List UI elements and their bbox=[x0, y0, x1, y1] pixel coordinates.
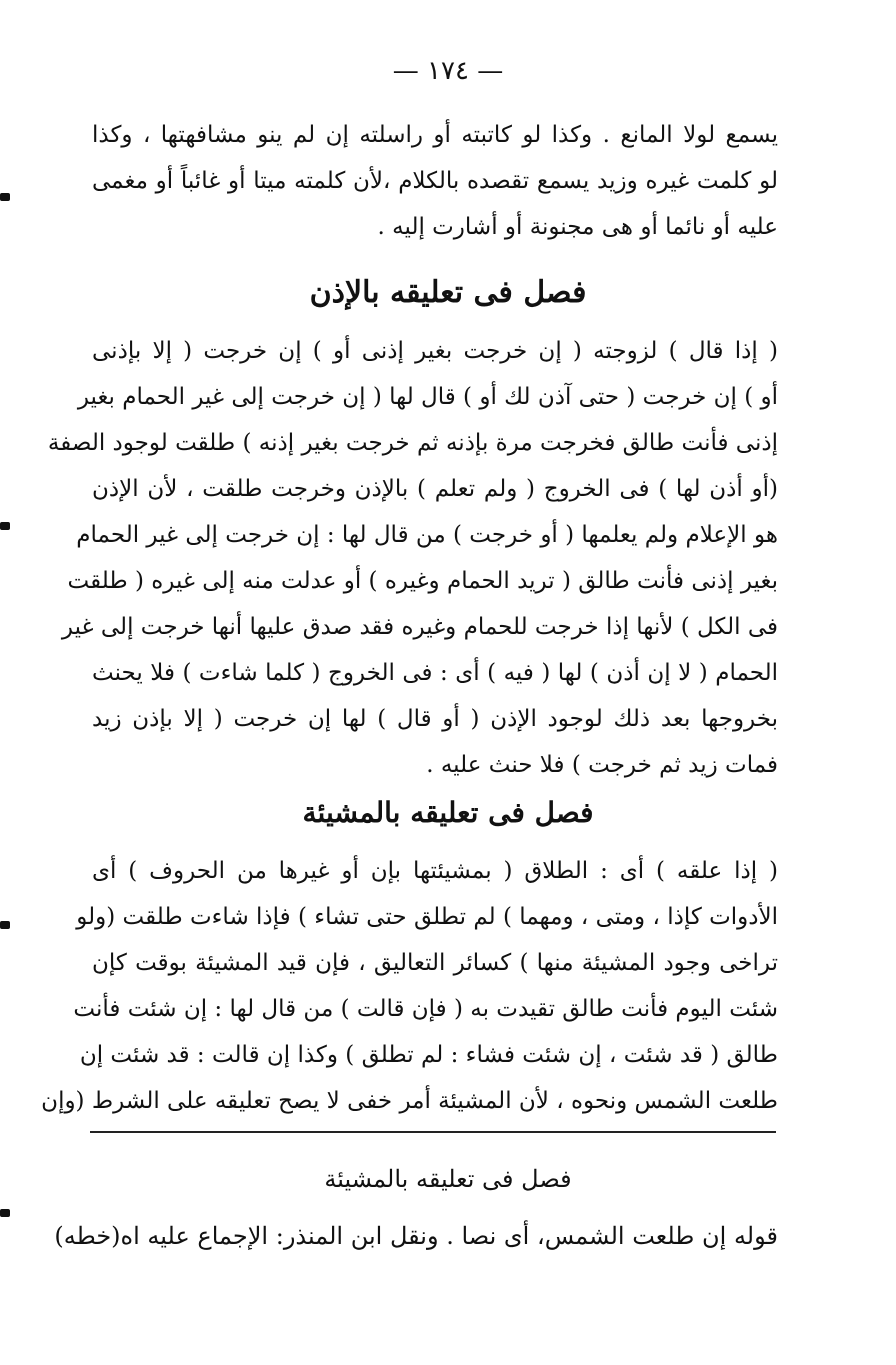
text-line: شئت اليوم فأنت طالق تقيدت به ( فإن قالت ) من قال لها : إن شئت فأنت bbox=[73, 996, 778, 1022]
text-line: لو كلمت غيره وزيد يسمع تقصده بالكلام ،لأن كلمته ميتا أو غائباً أو مغمى bbox=[92, 168, 778, 194]
text-line: فى الكل ) لأنها إذا خرجت للحمام وغيره فقد صدق عليها أنها خرجت إلى غير bbox=[61, 614, 778, 640]
text-line: بخروجها بعد ذلك لوجود الإذن ( أو قال ) لها إن خرجت ( إلا بإذن زيد bbox=[92, 706, 778, 732]
section-heading-permission: فصل فى تعليقه بالإذن bbox=[309, 275, 587, 310]
text-line: ( إذا علقه ) أى : الطلاق ( بمشيئتها بإن أو غيرها من الحروف ) أى bbox=[92, 858, 778, 884]
text-line: طلعت الشمس ونحوه ، لأن المشيئة أمر خفى لا يصح تعليقه على الشرط (وإن bbox=[41, 1088, 778, 1114]
margin-mark bbox=[0, 1209, 10, 1217]
section-will-body bbox=[41, 848, 778, 1124]
section-heading-will: فصل فى تعليقه بالمشيئة bbox=[302, 796, 594, 829]
text-line: بغير إذنى فأنت طالق ( تريد الحمام وغيره ) أو عدلت منه إلى غيره ( طلقت bbox=[67, 568, 778, 594]
intro-paragraph bbox=[92, 112, 778, 250]
text-line: أو ) إن خرجت ( حتى آذن لك أو ) قال لها ( إن خرجت إلى غير الحمام بغير bbox=[77, 384, 778, 410]
margin-mark bbox=[0, 921, 10, 929]
text-line: ( إذا قال ) لزوجته ( إن خرجت بغير إذنى أو ) إن خرجت ( إلا بإذنى bbox=[92, 338, 778, 364]
footnote-text: قوله إن طلعت الشمس، أى نصا . ونقل ابن المنذر: الإجماع عليه اه(خطه) bbox=[54, 1222, 778, 1250]
text-line: الأدوات كإذا ، ومتى ، ومهما ) لم تطلق حتى تشاء ) فإذا شاءت طلقت (ولو bbox=[76, 904, 778, 930]
text-line: (أو أذن لها ) فى الخروج ( ولم تعلم ) بالإذن وخرجت طلقت ، لأن الإذن bbox=[92, 476, 778, 502]
text-line: فمات زيد ثم خرجت ) فلا حنث عليه . bbox=[426, 752, 778, 778]
footnote-divider bbox=[90, 1131, 776, 1133]
margin-mark bbox=[0, 193, 10, 201]
text-line: عليه أو نائما أو هى مجنونة أو أشارت إليه . bbox=[377, 214, 778, 240]
text-line: هو الإعلام ولم يعلمها ( أو خرجت ) من قال لها : إن خرجت إلى غير الحمام bbox=[76, 522, 778, 548]
text-line: الحمام ( لا إن أذن ) لها ( فيه ) أى : فى الخروج ( كلما شاءت ) فلا يحنث bbox=[92, 660, 778, 686]
text-line: طالق ( قد شئت ، إن شئت فشاء : لم تطلق ) وكذا إن قالت : قد شئت إن bbox=[79, 1042, 778, 1068]
margin-mark bbox=[0, 522, 10, 530]
text-line: تراخى وجود المشيئة منها ) كسائر التعاليق ، فإن قيد المشيئة بوقت كإن bbox=[92, 950, 778, 976]
page-number: — ١٧٤ — bbox=[392, 56, 504, 86]
section-permission-body bbox=[47, 328, 778, 788]
footnote-heading: فصل فى تعليقه بالمشيئة bbox=[324, 1165, 572, 1193]
text-line: يسمع لولا المانع . وكذا لو كاتبته أو راسلته إن لم ينو مشافهتها ، وكذا bbox=[92, 122, 778, 148]
text-line: إذنى فأنت طالق فخرجت مرة بإذنه ثم خرجت بغير إذنه ) طلقت لوجود الصفة bbox=[47, 430, 778, 456]
